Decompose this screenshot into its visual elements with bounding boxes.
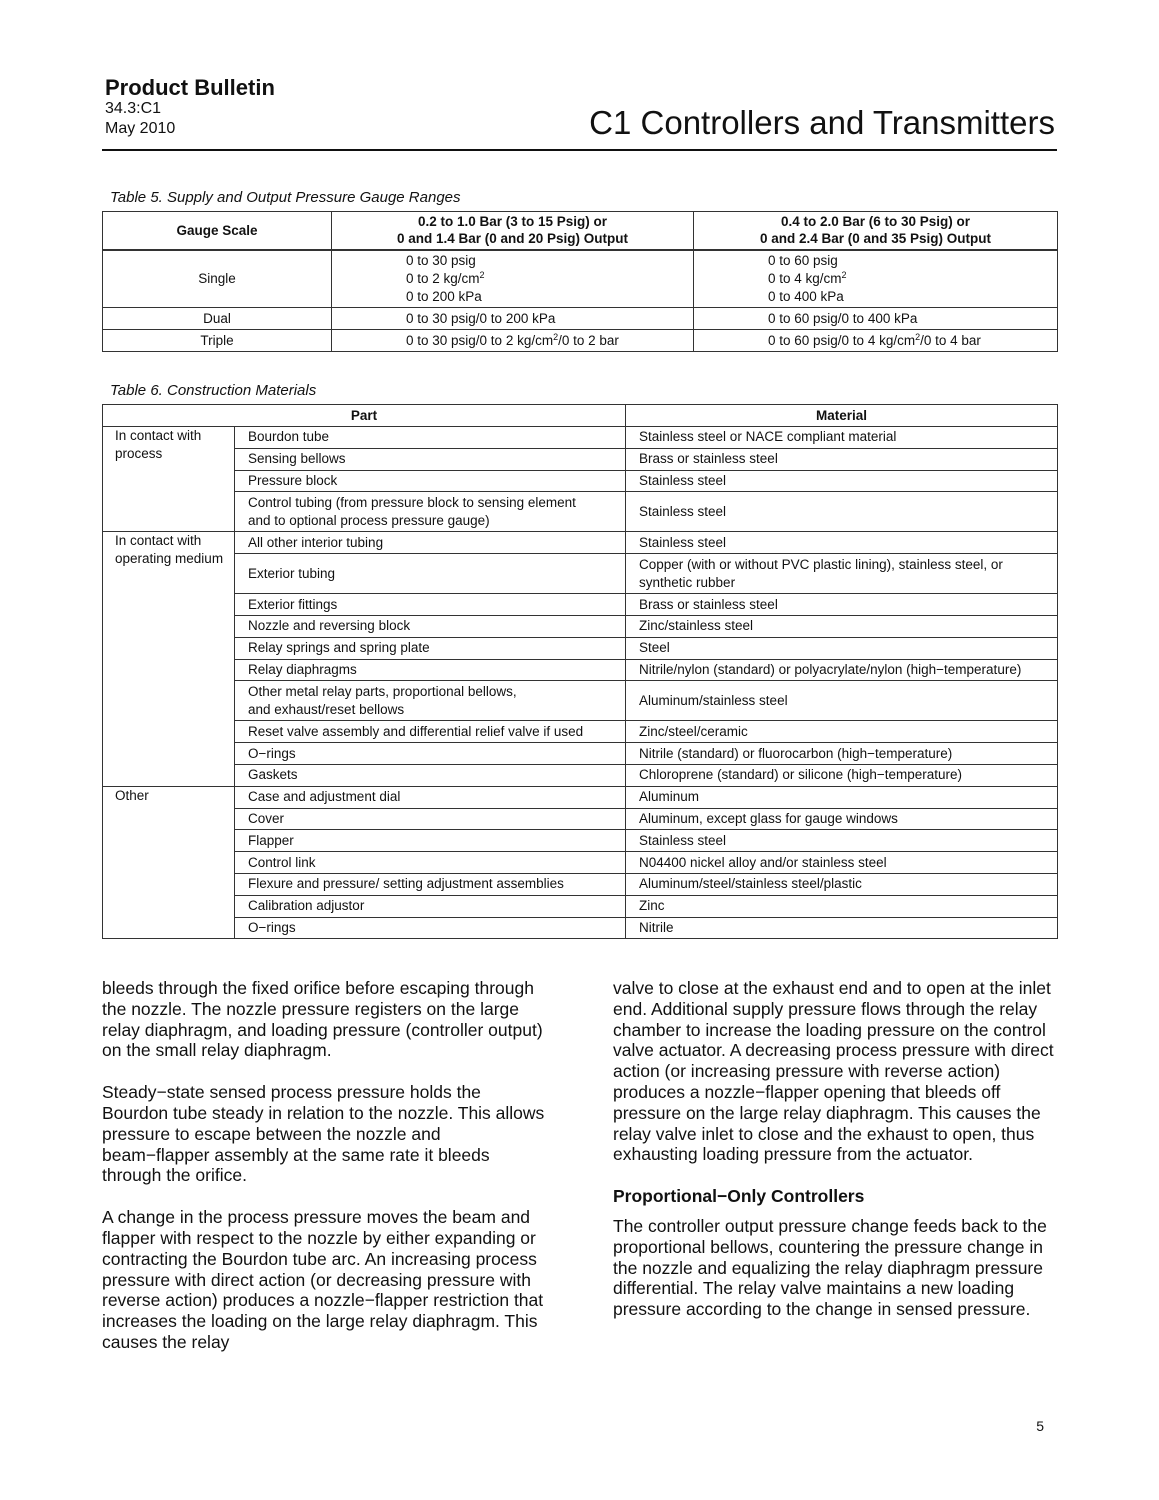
single-range-a: 0 to 30 psig 0 to 2 $kg/cm^2$ 0 to 200 kPa: [332, 250, 694, 308]
part-cell: Sensing bellows: [235, 448, 626, 470]
header-rule: [102, 149, 1057, 151]
table-row: [103, 637, 1058, 659]
table-row: [103, 895, 1058, 917]
table-row: [103, 427, 1058, 449]
part-cell: Other metal relay parts, proportional bellows, and exhaust/reset bellows: [235, 681, 626, 721]
part-cell: Flapper: [235, 830, 626, 852]
bulletin-number: 34.3:C1: [105, 100, 162, 117]
table-row: [103, 492, 1058, 532]
material-cell: N04400 nickel alloy and/or stainless steel: [626, 852, 1058, 874]
table-row: [103, 764, 1058, 786]
part-cell: Pressure block: [235, 470, 626, 492]
page-title: C1 Controllers and Transmitters: [589, 104, 1055, 141]
table-row: [103, 594, 1058, 616]
table-row: [103, 330, 1058, 352]
table-row: [103, 554, 1058, 594]
scale-dual: Dual: [103, 308, 332, 330]
part-cell: Control link: [235, 852, 626, 874]
material-cell: Stainless steel: [626, 532, 1058, 554]
paragraph: valve to close at the exhaust end and to open at the inlet end. Additional supply pressure flows through the relay chamber to increase the loading pressure on the control valve actuator. A decreasing process pressure with direct action (or increasing pressure with reverse action) produces a nozzle−flapper opening that bleeds off pressure on the large relay diaphragm. This causes the relay valve inlet to close and the exhaust to open, thus exhausting loading pressure from the actuator.: [613, 978, 1054, 1165]
paragraph: A change in the process pressure moves the beam and flapper with respect to the nozzle by either expanding or contracting the Bourdon tube arc. An increasing process pressure with direct action (or decreasing pressure with reverse action) produces a nozzle−flapper restriction that increases the loading on the large relay diaphragm. This causes the relay: [102, 1207, 544, 1352]
col-part: Part: [103, 405, 626, 427]
paragraph: Steady−state sensed process pressure holds the Bourdon tube steady in relation to the nozzle. This allows pressure to escape between the nozzle and beam−flapper assembly at the same rate it bleeds through the orifice.: [102, 1082, 545, 1186]
col-range-a: 0.2 to 1.0 Bar (3 to 15 Psig) or 0 and 1.4 Bar (0 and 20 Psig) Output: [332, 212, 694, 250]
table-row: [103, 808, 1058, 830]
table-row: [103, 532, 1058, 554]
table-row: [103, 743, 1058, 765]
right-column: [613, 978, 1059, 1341]
table5-caption: Table 5. Supply and Output Pressure Gauge Ranges: [110, 189, 461, 206]
group-operating-medium: In contact with operating medium: [103, 532, 235, 786]
table-row: [103, 786, 1058, 808]
material-cell: Aluminum/stainless steel: [626, 681, 1058, 721]
material-cell: Brass or stainless steel: [626, 448, 1058, 470]
part-cell: Nozzle and reversing block: [235, 615, 626, 637]
material-cell: Stainless steel: [626, 830, 1058, 852]
part-cell: Relay springs and spring plate: [235, 637, 626, 659]
part-cell: Exterior tubing: [235, 554, 626, 594]
bulletin-date: May 2010: [105, 120, 176, 137]
col-material: Material: [626, 405, 1058, 427]
group-other: Other: [103, 786, 235, 939]
material-cell: Aluminum/steel/stainless steel/plastic: [626, 873, 1058, 895]
part-cell: Reset valve assembly and differential relief valve if used: [235, 721, 626, 743]
left-column: [102, 978, 548, 1374]
table-row: [103, 873, 1058, 895]
material-cell: Nitrile (standard) or fluorocarbon (high−temperature): [626, 743, 1058, 765]
part-cell: Cover: [235, 808, 626, 830]
material-cell: Nitrile: [626, 917, 1058, 939]
triple-range-a: 0 to 30 psig/0 to 2 $kg/cm^2/0$ to 2 bar: [332, 330, 694, 352]
part-cell: Exterior fittings: [235, 594, 626, 616]
material-cell: Brass or stainless steel: [626, 594, 1058, 616]
table-row: [103, 852, 1058, 874]
material-cell: Stainless steel or NACE compliant material: [626, 427, 1058, 449]
col-range-b: 0.4 to 2.0 Bar (6 to 30 Psig) or 0 and 2.4 Bar (0 and 35 Psig) Output: [694, 212, 1058, 250]
part-cell: O−rings: [235, 743, 626, 765]
bulletin-label: Product Bulletin: [105, 75, 275, 100]
part-cell: Case and adjustment dial: [235, 786, 626, 808]
page-number: 5: [1036, 1418, 1044, 1434]
material-cell: Stainless steel: [626, 470, 1058, 492]
material-cell: Chloroprene (standard) or silicone (high−temperature): [626, 764, 1058, 786]
part-cell: O−rings: [235, 917, 626, 939]
part-cell: Flexure and pressure/ setting adjustment assemblies: [235, 873, 626, 895]
table-row: [103, 721, 1058, 743]
material-cell: Copper (with or without PVC plastic lining), stainless steel, or synthetic rubber: [626, 554, 1058, 594]
paragraph: bleeds through the fixed orifice before escaping through the nozzle. The nozzle pressure registers on the large relay diaphragm, and loading pressure (controller output) on the small relay diaphragm.: [102, 978, 543, 1061]
part-cell: Control tubing (from pressure block to sensing element and to optional process pressure gauge): [235, 492, 626, 532]
material-cell: Steel: [626, 637, 1058, 659]
scale-single: Single: [103, 250, 332, 308]
triple-range-b: 0 to 60 psig/0 to 4 $kg/cm^2/0$ to 4 bar: [694, 330, 1058, 352]
table-row: [103, 308, 1058, 330]
table-row: [103, 830, 1058, 852]
part-cell: Bourdon tube: [235, 427, 626, 449]
dual-range-a: 0 to 30 psig/0 to 200 kPa: [332, 308, 694, 330]
material-cell: Stainless steel: [626, 492, 1058, 532]
table-row: [103, 470, 1058, 492]
material-cell: Nitrile/nylon (standard) or polyacrylate/nylon (high−temperature): [626, 659, 1058, 681]
single-range-b: 0 to 60 psig 0 to 4 $kg/cm^2$ 0 to 400 kPa: [694, 250, 1058, 308]
table-row: [103, 250, 1058, 308]
table-row: [103, 681, 1058, 721]
scale-triple: Triple: [103, 330, 332, 352]
paragraph: The controller output pressure change feeds back to the proportional bellows, countering the pressure change in the nozzle and equalizing the relay diaphragm pressure differential. The relay valve maintains a new loading pressure according to the change in sensed pressure.: [613, 1215, 1047, 1320]
material-cell: Zinc/steel/ceramic: [626, 721, 1058, 743]
construction-materials-table: [102, 404, 1058, 939]
part-cell: All other interior tubing: [235, 532, 626, 554]
dual-range-b: 0 to 60 psig/0 to 400 kPa: [694, 308, 1058, 330]
part-cell: Calibration adjustor: [235, 895, 626, 917]
gauge-ranges-table: [102, 211, 1058, 352]
material-cell: Zinc/stainless steel: [626, 615, 1058, 637]
table6-caption: Table 6. Construction Materials: [110, 382, 317, 399]
table-row: [103, 615, 1058, 637]
section-heading: Proportional−Only Controllers: [613, 1186, 865, 1207]
part-cell: Relay diaphragms: [235, 659, 626, 681]
table-row: [103, 659, 1058, 681]
material-cell: Aluminum, except glass for gauge windows: [626, 808, 1058, 830]
material-cell: Zinc: [626, 895, 1058, 917]
table-row: [103, 448, 1058, 470]
table-row: [103, 917, 1058, 939]
group-process: In contact with process: [103, 427, 235, 532]
part-cell: Gaskets: [235, 764, 626, 786]
col-gauge-scale: Gauge Scale: [103, 212, 332, 250]
material-cell: Aluminum: [626, 786, 1058, 808]
